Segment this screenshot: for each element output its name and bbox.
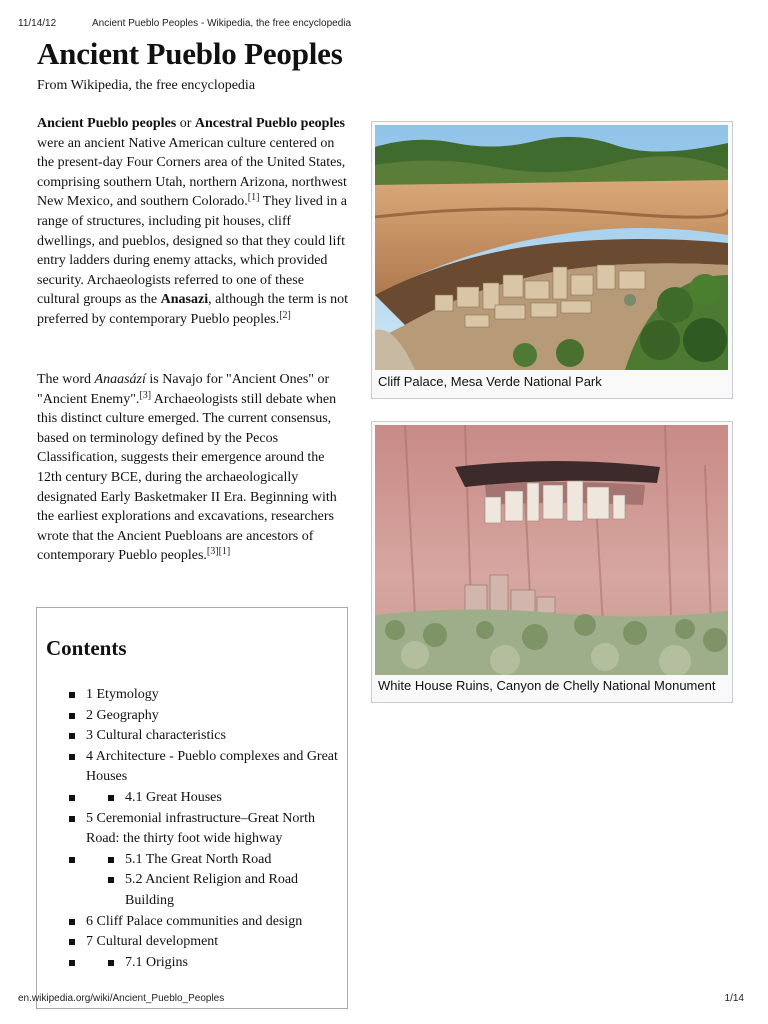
etymology-paragraph: [37, 370, 349, 566]
table-of-contents: [36, 607, 348, 1009]
toc-item[interactable]: 7 Cultural development: [69, 932, 339, 953]
text-run: , although the term is not preferred by contemporary Pueblo peoples.: [37, 292, 349, 327]
cliff-palace-figure: [371, 121, 733, 399]
intro-paragraph: [37, 114, 349, 330]
print-page-number: 1/14: [724, 993, 744, 1004]
toc-sublist: [69, 788, 339, 809]
toc-subitem[interactable]: 5.2 Ancient Religion and Road Building: [108, 870, 339, 911]
white-house-photo[interactable]: [375, 425, 728, 675]
text-run: were an ancient Native American culture centered on the present-day Four Corners area of the United States, comprising southern Utah, northern Arizona, northwest New Mexico, and southern Colorado.: [37, 135, 347, 210]
toc-item[interactable]: 3 Cultural characteristics: [69, 726, 339, 747]
text-run: They lived in a range of structures, including pit houses, cliff dwellings, and pueblos, designed so that they could lift entry ladders during enemy attacks, which provided security. Archaeologists referred to one of these cultural groups as the: [37, 194, 348, 308]
toc-item[interactable]: 1 Etymology: [69, 685, 339, 706]
bold-term: Anasazi: [160, 292, 209, 308]
citation-link[interactable]: [1]: [247, 192, 260, 204]
toc-sublist: [69, 953, 339, 974]
print-url: en.wikipedia.org/wiki/Ancient_Pueblo_Peoples: [18, 993, 225, 1004]
toc-item[interactable]: 4 Architecture - Pueblo complexes and Great Houses: [69, 747, 339, 788]
print-date: 11/14/12: [18, 18, 57, 29]
white-house-figure: [371, 421, 733, 703]
toc-item[interactable]: 6 Cliff Palace communities and design: [69, 912, 339, 933]
toc-sublist-container: [69, 850, 339, 912]
bold-term: Ancient Pueblo peoples: [37, 116, 177, 131]
toc-sublist: [69, 850, 339, 912]
bold-term: Ancestral Pueblo peoples: [194, 116, 346, 131]
toc-subitem[interactable]: 7.1 Origins: [108, 953, 339, 974]
toc-sublist-container: [69, 953, 339, 974]
text-run: is Navajo for "Ancient Ones" or "Ancient Enemy".: [37, 372, 330, 407]
tagline: From Wikipedia, the free encyclopedia: [37, 78, 256, 93]
toc-item[interactable]: 2 Geography: [69, 706, 339, 727]
citation-link[interactable]: [3]: [139, 389, 152, 401]
italic-term: Anaasází: [94, 372, 146, 387]
toc-sublist-container: [69, 788, 339, 809]
toc-subitem[interactable]: 4.1 Great Houses: [108, 788, 339, 809]
cliff-palace-photo[interactable]: [375, 125, 728, 370]
text-run: Archaeologists still debate when this distinct culture emerged. The current consensus, based on terminology defined by the Pecos Classification, suggests their emergence around the 12th century BCE, during the archaeologically designated Early Basketmaker II Era. Beginning with the earliest explorations and excavations, researchers wrote that the Ancient Puebloans are ancestors of contemporary Pueblo peoples.: [37, 391, 337, 564]
toc-list: [69, 685, 339, 973]
text-run: or: [176, 116, 195, 131]
toc-subitem[interactable]: 5.1 The Great North Road: [108, 850, 339, 871]
toc-item[interactable]: 5 Ceremonial infrastructure–Great North Road: the thirty foot wide highway: [69, 809, 339, 850]
figure-caption: White House Ruins, Canyon de Chelly National Monument: [378, 678, 716, 693]
figure-caption: Cliff Palace, Mesa Verde National Park: [378, 374, 602, 389]
print-tab-title: Ancient Pueblo Peoples - Wikipedia, the free encyclopedia: [92, 18, 352, 29]
page-title: Ancient Pueblo Peoples: [37, 36, 343, 71]
citation-link[interactable]: [3][1]: [206, 546, 231, 558]
toc-heading: Contents: [46, 636, 127, 660]
text-run: The word: [37, 372, 95, 387]
citation-link[interactable]: [2]: [279, 309, 291, 321]
